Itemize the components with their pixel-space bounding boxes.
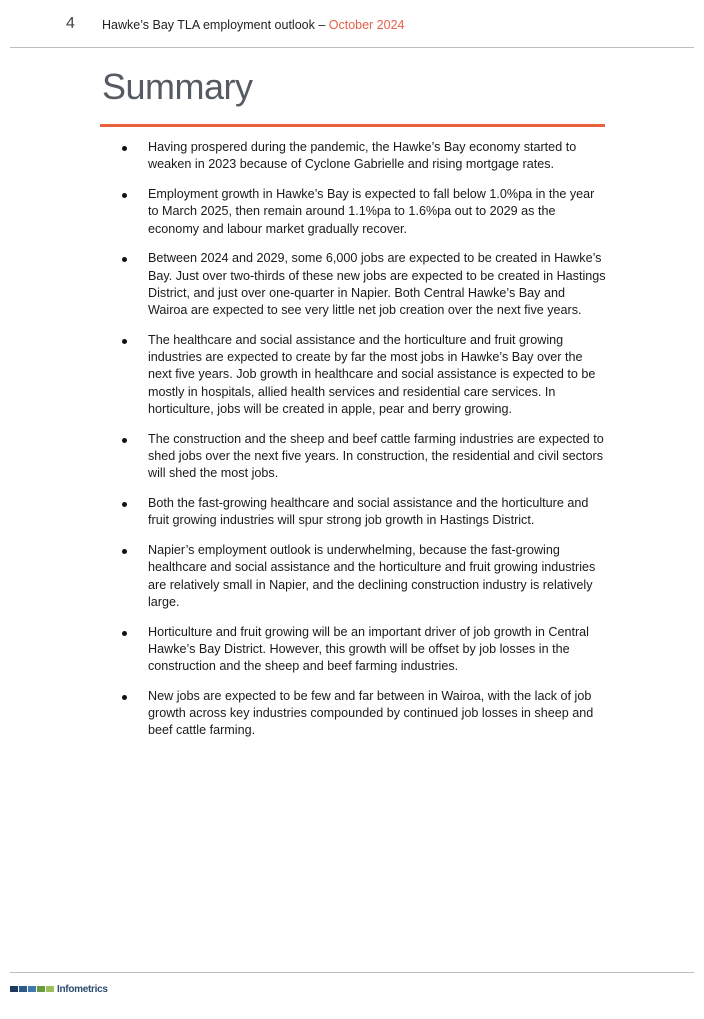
bullet-dot-icon <box>122 438 127 443</box>
bullet-dot-icon <box>122 146 127 151</box>
bullet-text: The healthcare and social assistance and the horticulture and fruit growing industries are expected to create by far the most jobs in Hawke’s Bay over the next five years. Job growth in healthcare and social assistance is expected to be mostly in hospitals, allied health services and residential care services. In horticulture, jobs will be created in apple, pear and berry growing. <box>148 332 596 417</box>
running-title-text: Hawke’s Bay TLA employment outlook – <box>102 18 329 32</box>
bullet-dot-icon <box>122 193 127 198</box>
summary-bullet <box>120 624 606 676</box>
page-header <box>0 0 704 48</box>
bullet-dot-icon <box>122 549 127 554</box>
bullet-text: Employment growth in Hawke’s Bay is expected to fall below 1.0%pa in the year to March 2025, then remain around 1.1%pa to 1.6%pa out to 2029 as the economy and labour market gradually recover. <box>148 186 595 236</box>
page-number: 4 <box>66 15 75 32</box>
logo-square <box>19 986 27 992</box>
bullet-dot-icon <box>122 502 127 507</box>
running-title-date: October 2024 <box>328 18 405 32</box>
summary-bullet <box>120 542 606 611</box>
bullet-dot-icon <box>122 631 127 636</box>
summary-bullet <box>120 431 606 483</box>
logo-square <box>10 986 18 992</box>
summary-bullet <box>120 186 606 238</box>
bullet-dot-icon <box>122 257 127 262</box>
header-divider <box>10 47 694 48</box>
logo-square <box>28 986 36 992</box>
logo-text: Infometrics <box>57 983 108 995</box>
bullet-text: Both the fast-growing healthcare and social assistance and the horticulture and fruit growing industries will spur strong job growth in Hastings District. <box>148 496 589 528</box>
bullet-dot-icon <box>122 695 127 700</box>
footer-divider <box>10 972 694 973</box>
summary-bullet <box>120 332 606 418</box>
bullet-text: The construction and the sheep and beef cattle farming industries are expected to shed jobs over the next five years. In construction, the residential and civil sectors will shed the most jobs. <box>148 431 604 481</box>
bullet-text: Horticulture and fruit growing will be an important driver of job growth in Central Hawke’s Bay District. However, this growth will be offset by job losses in the construction and the sheep and beef farming industries. <box>148 624 589 674</box>
title-underline <box>100 124 605 127</box>
bullet-text: New jobs are expected to be few and far between in Wairoa, with the lack of job growth across key industries compounded by continued job losses in sheep and beef cattle farming. <box>148 688 594 738</box>
summary-bullet <box>120 495 606 530</box>
logo-square <box>37 986 45 992</box>
infometrics-logo <box>10 982 108 996</box>
summary-bullet-list <box>120 139 606 752</box>
summary-bullet <box>120 688 606 740</box>
bullet-dot-icon <box>122 339 127 344</box>
bullet-text: Having prospered during the pandemic, the Hawke’s Bay economy started to weaken in 2023 because of Cyclone Gabrielle and rising mortgage rates. <box>148 140 577 172</box>
logo-squares-icon <box>10 986 54 992</box>
page-title: Summary <box>102 66 253 107</box>
summary-bullet <box>120 250 606 319</box>
bullet-text: Between 2024 and 2029, some 6,000 jobs are expected to be created in Hawke’s Bay. Just over two-thirds of these new jobs are expected to be created in Hastings District, and just over one-quarter in Napier. Both Central Hawke’s Bay and Wairoa are expected to see very little net job creation over the next five years. <box>148 251 606 318</box>
summary-bullet <box>120 139 606 174</box>
logo-square <box>46 986 54 992</box>
bullet-text: Napier’s employment outlook is underwhelming, because the fast-growing healthcare and social assistance and the horticulture and fruit growing industries are relatively small in Napier, and the declining construction industry is relatively large. <box>148 542 596 609</box>
running-title <box>102 18 405 32</box>
